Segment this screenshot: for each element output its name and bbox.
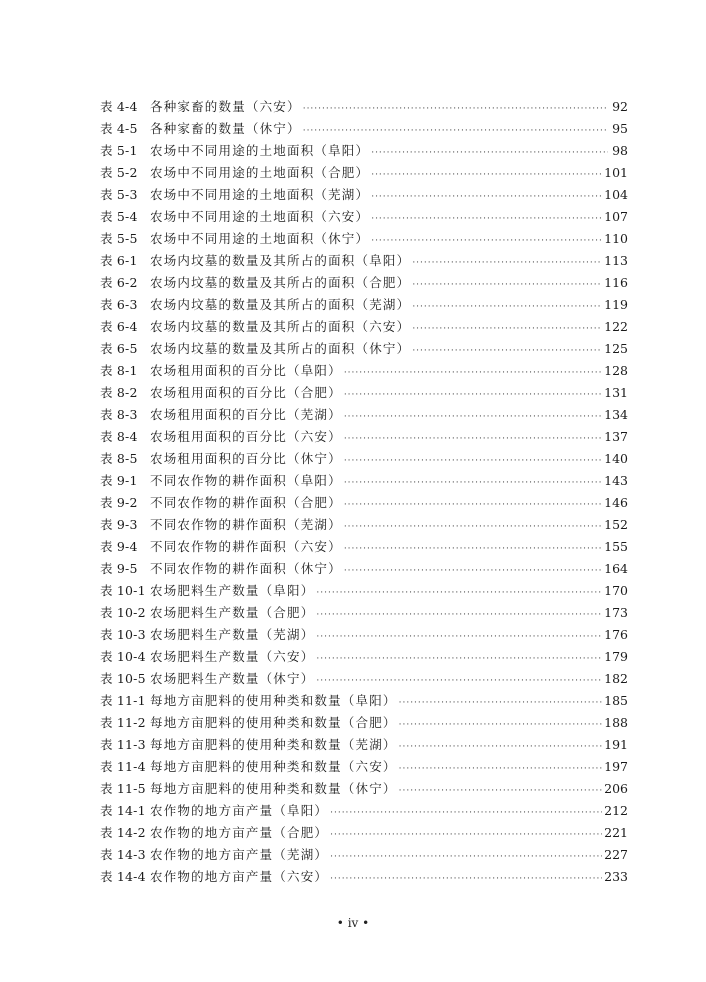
table-number: 表 9-1 (100, 473, 138, 488)
toc-entry[interactable] (100, 712, 628, 734)
table-title: 每地方亩肥料的使用种类和数量（六安） (150, 759, 397, 774)
table-number: 表 11-4 (100, 759, 146, 774)
dot-leader (330, 846, 602, 868)
table-title: 不同农作物的耕作面积（休宁） (150, 561, 342, 576)
toc-entry[interactable] (100, 866, 628, 888)
table-number: 表 4-4 (100, 99, 138, 114)
table-title: 农场肥料生产数量（芜湖） (150, 627, 315, 642)
dot-leader (412, 340, 602, 362)
dot-leader (399, 692, 603, 714)
dot-leader (344, 428, 602, 450)
table-title: 农场中不同用途的土地面积（休宁） (150, 231, 370, 246)
table-title: 每地方亩肥料的使用种类和数量（合肥） (150, 715, 397, 730)
table-number: 表 8-2 (100, 385, 138, 400)
table-number: 表 8-3 (100, 407, 138, 422)
page-reference: 233 (604, 869, 628, 884)
dot-leader (371, 164, 602, 186)
table-number: 表 5-4 (100, 209, 138, 224)
table-title: 各种家畜的数量（六安） (150, 99, 301, 114)
table-title: 农场肥料生产数量（合肥） (150, 605, 315, 620)
dot-leader (412, 252, 602, 274)
toc-entry[interactable] (100, 272, 628, 294)
toc-entry[interactable] (100, 800, 628, 822)
toc-entry[interactable] (100, 404, 628, 426)
page-number-footer: • iv • (336, 916, 370, 930)
table-title: 农场内坟墓的数量及其所占的面积（六安） (150, 319, 411, 334)
table-number: 表 10-3 (100, 627, 146, 642)
table-number: 表 6-4 (100, 319, 138, 334)
dot-leader (371, 142, 608, 164)
table-number: 表 5-3 (100, 187, 138, 202)
table-title: 农场肥料生产数量（六安） (150, 649, 315, 664)
page-reference: 143 (604, 473, 628, 488)
dot-leader (330, 824, 602, 846)
page-reference: 221 (604, 825, 628, 840)
table-number: 表 14-2 (100, 825, 146, 840)
dot-leader (371, 208, 602, 230)
toc-entry[interactable] (100, 690, 628, 712)
page-reference: 140 (604, 451, 628, 466)
page-reference: 152 (604, 517, 628, 532)
page-reference: 113 (604, 253, 628, 268)
toc-entry[interactable] (100, 536, 628, 558)
table-title: 不同农作物的耕作面积（芜湖） (150, 517, 342, 532)
table-title: 农场租用面积的百分比（休宁） (150, 451, 342, 466)
table-number: 表 5-2 (100, 165, 138, 180)
toc-entry[interactable] (100, 382, 628, 404)
table-number: 表 14-1 (100, 803, 146, 818)
table-title: 农作物的地方亩产量（阜阳） (150, 803, 329, 818)
page-reference: 128 (604, 363, 628, 378)
table-number: 表 5-5 (100, 231, 138, 246)
dot-leader (344, 406, 602, 428)
toc-entry[interactable] (100, 492, 628, 514)
table-number: 表 11-2 (100, 715, 146, 730)
table-title: 每地方亩肥料的使用种类和数量（芜湖） (150, 737, 397, 752)
dot-leader (399, 780, 603, 802)
table-title: 农场中不同用途的土地面积（芜湖） (150, 187, 370, 202)
toc-entry[interactable] (100, 558, 628, 580)
page-reference: 164 (604, 561, 628, 576)
dot-leader (344, 362, 602, 384)
dot-leader (316, 604, 602, 626)
table-title: 农场内坟墓的数量及其所占的面积（芜湖） (150, 297, 411, 312)
table-number: 表 14-3 (100, 847, 146, 862)
page-reference: 98 (612, 143, 628, 158)
table-number: 表 9-2 (100, 495, 138, 510)
table-title: 农场中不同用途的土地面积（六安） (150, 209, 370, 224)
table-title: 农场内坟墓的数量及其所占的面积（合肥） (150, 275, 411, 290)
page-reference: 104 (604, 187, 628, 202)
page-reference: 110 (604, 231, 628, 246)
table-title: 农作物的地方亩产量（芜湖） (150, 847, 329, 862)
dot-leader (412, 318, 602, 340)
table-title: 不同农作物的耕作面积（六安） (150, 539, 342, 554)
toc-entry[interactable] (100, 668, 628, 690)
page-reference: 173 (604, 605, 628, 620)
toc-entry[interactable] (100, 734, 628, 756)
page-reference: 131 (604, 385, 628, 400)
toc-entry[interactable] (100, 778, 628, 800)
page-reference: 101 (604, 165, 628, 180)
page-reference: 155 (604, 539, 628, 554)
table-title: 农场租用面积的百分比（合肥） (150, 385, 342, 400)
table-number: 表 9-4 (100, 539, 138, 554)
table-number: 表 6-3 (100, 297, 138, 312)
dot-leader (371, 186, 602, 208)
toc-entry[interactable] (100, 206, 628, 228)
toc-entry[interactable] (100, 162, 628, 184)
dot-leader (344, 538, 602, 560)
table-title: 农场中不同用途的土地面积（合肥） (150, 165, 370, 180)
toc-entry[interactable] (100, 470, 628, 492)
page-reference: 179 (604, 649, 628, 664)
dot-leader (399, 758, 603, 780)
page-reference: 122 (604, 319, 628, 334)
toc-entry[interactable] (100, 96, 628, 118)
toc-entry[interactable] (100, 448, 628, 470)
page-reference: 134 (604, 407, 628, 422)
page-reference: 185 (604, 693, 628, 708)
dot-leader (412, 274, 602, 296)
table-number: 表 5-1 (100, 143, 138, 158)
table-title: 农场内坟墓的数量及其所占的面积（休宁） (150, 341, 411, 356)
table-number: 表 6-2 (100, 275, 138, 290)
table-title: 每地方亩肥料的使用种类和数量（休宁） (150, 781, 397, 796)
table-title: 农场租用面积的百分比（芜湖） (150, 407, 342, 422)
table-title: 不同农作物的耕作面积（阜阳） (150, 473, 342, 488)
page-reference: 182 (604, 671, 628, 686)
page-reference: 170 (604, 583, 628, 598)
table-title: 农场租用面积的百分比（六安） (150, 429, 342, 444)
table-number: 表 10-1 (100, 583, 146, 598)
dot-leader (344, 450, 602, 472)
toc-entry[interactable] (100, 602, 628, 624)
dot-leader (316, 582, 602, 604)
page-reference: 176 (604, 627, 628, 642)
table-title: 农场中不同用途的土地面积（阜阳） (150, 143, 370, 158)
dot-leader (344, 494, 602, 516)
toc-entry[interactable] (100, 360, 628, 382)
dot-leader (344, 560, 602, 582)
page-reference: 191 (604, 737, 628, 752)
toc-entry[interactable] (100, 426, 628, 448)
toc-entry[interactable] (100, 624, 628, 646)
table-number: 表 6-5 (100, 341, 138, 356)
page-reference: 137 (604, 429, 628, 444)
table-title: 农作物的地方亩产量（六安） (150, 869, 329, 884)
table-title: 各种家畜的数量（休宁） (150, 121, 301, 136)
dot-leader (344, 472, 602, 494)
table-title: 每地方亩肥料的使用种类和数量（阜阳） (150, 693, 397, 708)
toc-entry[interactable] (100, 228, 628, 250)
table-number: 表 4-5 (100, 121, 138, 136)
page-reference: 119 (604, 297, 628, 312)
table-of-contents (100, 96, 628, 888)
dot-leader (303, 120, 608, 142)
table-title: 农场租用面积的百分比（阜阳） (150, 363, 342, 378)
dot-leader (344, 384, 602, 406)
table-number: 表 9-5 (100, 561, 138, 576)
dot-leader (303, 98, 608, 120)
dot-leader (344, 516, 602, 538)
table-number: 表 8-4 (100, 429, 138, 444)
table-number: 表 10-2 (100, 605, 146, 620)
page-reference: 95 (612, 121, 628, 136)
dot-leader (399, 736, 603, 758)
toc-entry[interactable] (100, 646, 628, 668)
page-reference: 116 (604, 275, 628, 290)
dot-leader (371, 230, 602, 252)
toc-entry[interactable] (100, 514, 628, 536)
page-reference: 197 (604, 759, 628, 774)
page-reference: 125 (604, 341, 628, 356)
table-number: 表 8-5 (100, 451, 138, 466)
page-reference: 206 (604, 781, 628, 796)
toc-entry[interactable] (100, 338, 628, 360)
page-reference: 188 (604, 715, 628, 730)
page-reference: 92 (612, 99, 628, 114)
dot-leader (330, 802, 602, 824)
table-title: 农作物的地方亩产量（合肥） (150, 825, 329, 840)
table-number: 表 11-1 (100, 693, 146, 708)
table-number: 表 11-5 (100, 781, 146, 796)
toc-entry[interactable] (100, 184, 628, 206)
toc-entry[interactable] (100, 756, 628, 778)
table-number: 表 10-4 (100, 649, 146, 664)
dot-leader (316, 648, 602, 670)
toc-entry[interactable] (100, 822, 628, 844)
dot-leader (316, 670, 602, 692)
table-number: 表 8-1 (100, 363, 138, 378)
dot-leader (316, 626, 602, 648)
table-number: 表 9-3 (100, 517, 138, 532)
table-number: 表 10-5 (100, 671, 146, 686)
toc-entry[interactable] (100, 844, 628, 866)
toc-entry[interactable] (100, 294, 628, 316)
page-reference: 227 (604, 847, 628, 862)
toc-entry[interactable] (100, 580, 628, 602)
dot-leader (399, 714, 603, 736)
table-number: 表 14-4 (100, 869, 146, 884)
table-number: 表 6-1 (100, 253, 138, 268)
dot-leader (330, 868, 602, 890)
toc-entry[interactable] (100, 118, 628, 140)
page-reference: 212 (604, 803, 628, 818)
toc-entry[interactable] (100, 250, 628, 272)
table-number: 表 11-3 (100, 737, 146, 752)
table-title: 农场肥料生产数量（休宁） (150, 671, 315, 686)
table-title: 不同农作物的耕作面积（合肥） (150, 495, 342, 510)
table-title: 农场内坟墓的数量及其所占的面积（阜阳） (150, 253, 411, 268)
toc-entry[interactable] (100, 140, 628, 162)
dot-leader (412, 296, 602, 318)
page-reference: 107 (604, 209, 628, 224)
toc-entry[interactable] (100, 316, 628, 338)
page-reference: 146 (604, 495, 628, 510)
table-title: 农场肥料生产数量（阜阳） (150, 583, 315, 598)
